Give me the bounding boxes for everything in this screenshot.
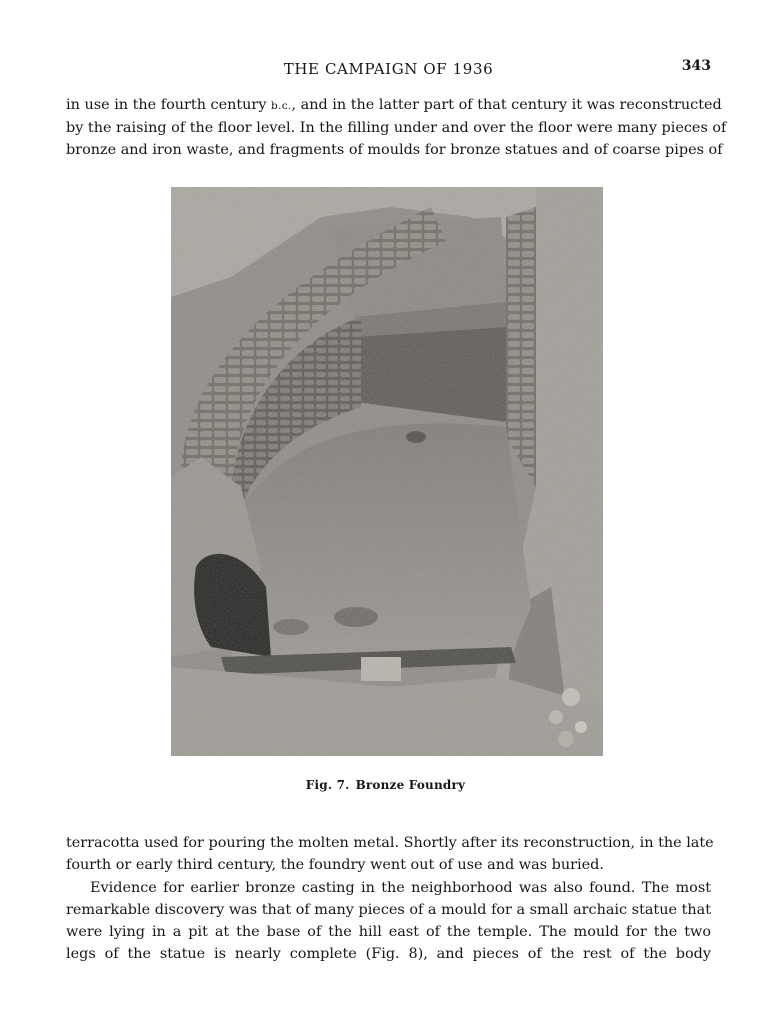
page-number: 343 xyxy=(681,58,711,74)
running-head xyxy=(0,58,777,80)
figure-photograph-bronze-foundry xyxy=(171,187,603,756)
text-run: , and in the latter part of that century it was reconstructed xyxy=(291,97,722,113)
text-run: in use in the fourth century xyxy=(66,97,272,113)
text-line: terracotta used for pouring the molten metal. Shortly after its reconstruction, in the late xyxy=(66,835,714,851)
running-title: THE CAMPAIGN OF 1936 xyxy=(283,60,494,78)
paragraph xyxy=(66,877,711,965)
paragraph xyxy=(66,832,714,876)
text-line xyxy=(66,94,722,117)
figure-caption xyxy=(0,778,777,792)
figure-label: Fig. 7. xyxy=(305,778,350,792)
paragraph-continued xyxy=(66,94,727,161)
figure-title: Bronze Foundry xyxy=(355,778,466,792)
text-line: bronze and iron waste, and fragments of moulds for bronze statues and of coarse pipes of xyxy=(66,142,723,158)
text-line: remarkable discovery was that of many pieces of a mould for a small archaic statue that xyxy=(66,902,711,918)
text-line: Evidence for earlier bronze casting in the neighborhood was also found. The most xyxy=(90,880,711,896)
abbreviation-bc: b.c. xyxy=(271,100,292,112)
text-line: by the raising of the floor level. In the filling under and over the floor were many pieces of xyxy=(66,120,727,136)
text-line: fourth or early third century, the foundry went out of use and was buried. xyxy=(66,857,604,873)
text-line: legs of the statue is nearly complete (Fig. 8), and pieces of the rest of the body xyxy=(66,946,711,962)
text-line: were lying in a pit at the base of the hill east of the temple. The mould for the two xyxy=(66,924,711,940)
